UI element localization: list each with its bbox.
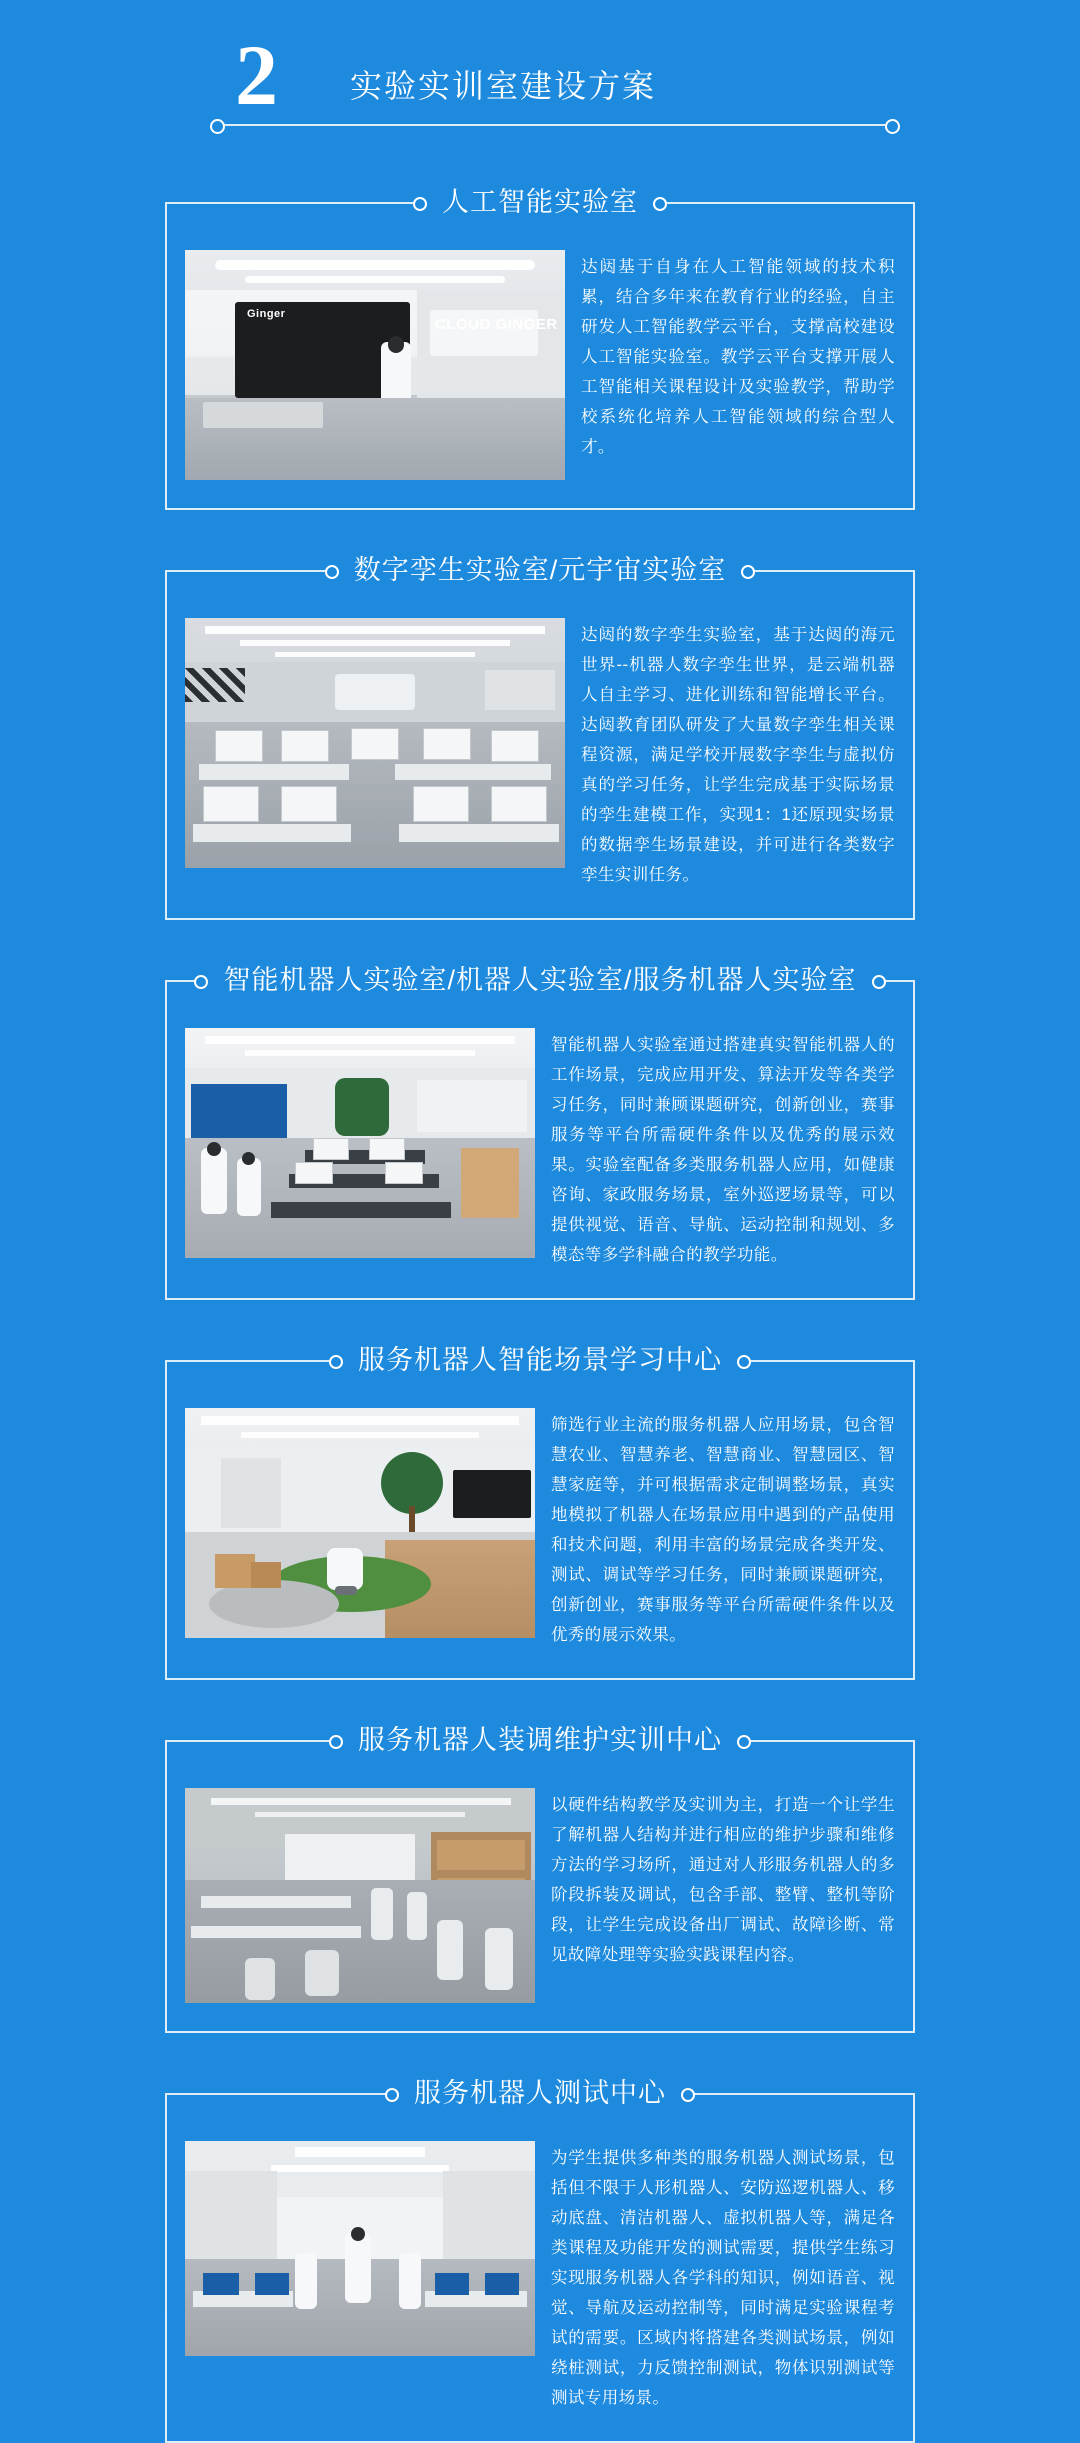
section-description: 为学生提供多种类的服务机器人测试场景，包括但不限于人形机器人、安防巡逻机器人、移动底盘、清洁机器人、虚拟机器人等，满足各类课程及功能开发的测试需要，提供学生练习实现服务机器人各学科的知识，例如语音、视觉、导航及运动控制等，同时满足实验课程考试的需要。区域内将搭建各类测试场景，例如绕桩测试，力反馈控制测试，物体识别测试等测试专用场景。 bbox=[551, 2149, 895, 2407]
section-description: 达闼基于自身在人工智能领域的技术积累，结合多年来在教育行业的经验，自主研发人工智能教学云平台，支撑高校建设人工智能实验室。教学云平台支撑开展人工智能相关课程设计及实验教学，帮助学校系统化培养人工智能领域的综合型人才。 bbox=[581, 258, 895, 456]
header-dot-right-icon bbox=[885, 119, 900, 134]
header-inner bbox=[215, 27, 895, 152]
section-description: 达闼的数字孪生实验室，基于达闼的海元世界--机器人数字孪生世界，是云端机器人自主学习、进化训练和智能增长平台。达闼教育团队研发了大量数字孪生相关课程资源，满足学校开展数字孪生与虚拟仿真的学习任务，让学生完成基于实际场景的孪生建模工作，实现1：1还原现实场景的数据孪生场景建设，并可进行各类数字孪生实训任务。 bbox=[581, 626, 895, 884]
scene bbox=[185, 2141, 535, 2356]
section-digital-twin-lab bbox=[165, 548, 915, 920]
section-box bbox=[165, 1740, 915, 2033]
section-title: 服务机器人测试中心 bbox=[390, 2071, 690, 2115]
section-image-scene-learning-center bbox=[185, 1408, 535, 1638]
scene bbox=[185, 1028, 535, 1258]
page-title: 实验实训室建设方案 bbox=[350, 68, 657, 104]
section-assembly-maintenance-center bbox=[165, 1718, 915, 2033]
scene bbox=[185, 250, 565, 480]
section-description: 以硬件结构教学及实训为主，打造一个让学生了解机器人结构并进行相应的维护步骤和维修方法的学习场所，通过对人形服务机器人的多阶段拆装及调试，包含手部、整臂、整机等阶段，让学生完成设备出厂调试、故障诊断、常见故障处理等实验实践课程内容。 bbox=[551, 1796, 895, 1964]
section-title: 数字孪生实验室/元宇宙实验室 bbox=[330, 548, 751, 592]
section-box bbox=[165, 980, 915, 1300]
section-title: 智能机器人实验室/机器人实验室/服务机器人实验室 bbox=[199, 958, 880, 1002]
header-divider-line bbox=[215, 124, 895, 126]
section-box bbox=[165, 2093, 915, 2443]
page-header bbox=[0, 0, 1080, 180]
section-box bbox=[165, 202, 915, 510]
section-image-ai-lab bbox=[185, 250, 565, 480]
section-body bbox=[167, 618, 913, 890]
section-description: 智能机器人实验室通过搭建真实智能机器人的工作场景，完成应用开发、算法开发等各类学习任务，同时兼顾课题研究，创新创业，赛事服务等平台所需硬件条件以及优秀的展示效果。实验室配备多类服务机器人应用，如健康咨询、家政服务场景，室外巡逻场景等，可以提供视觉、语音、导航、运动控制和规划、多模态等多学科融合的教学功能。 bbox=[551, 1036, 895, 1264]
section-test-center bbox=[165, 2071, 915, 2443]
section-image-intelligent-robot-lab bbox=[185, 1028, 535, 1258]
image-caption-main: CLOUD GINGER bbox=[435, 316, 558, 333]
section-body bbox=[167, 250, 913, 480]
section-title-wrap bbox=[165, 958, 915, 1002]
scene bbox=[185, 618, 565, 868]
image-caption-top: Ginger bbox=[247, 308, 286, 320]
section-image-assembly-maintenance-center bbox=[185, 1788, 535, 2003]
section-scene-learning-center bbox=[165, 1338, 915, 1680]
section-title: 服务机器人智能场景学习中心 bbox=[334, 1338, 746, 1382]
header-section-number: 2 bbox=[235, 27, 278, 123]
section-box bbox=[165, 570, 915, 920]
section-title: 人工智能实验室 bbox=[418, 180, 662, 224]
section-image-test-center bbox=[185, 2141, 535, 2356]
section-body bbox=[167, 2141, 913, 2413]
section-image-digital-twin-lab bbox=[185, 618, 565, 868]
section-ai-lab bbox=[165, 180, 915, 510]
section-title: 服务机器人装调维护实训中心 bbox=[334, 1718, 746, 1762]
section-body bbox=[167, 1028, 913, 1270]
section-intelligent-robot-lab bbox=[165, 958, 915, 1300]
scene bbox=[185, 1408, 535, 1638]
section-body bbox=[167, 1408, 913, 1650]
section-description: 筛选行业主流的服务机器人应用场景，包含智慧农业、智慧养老、智慧商业、智慧园区、智慧家庭等，并可根据需求定制调整场景，真实地模拟了机器人在场景应用中遇到的产品使用和技术问题，利用丰富的场景完成各类开发、测试、调试等学习任务，同时兼顾课题研究，创新创业，赛事服务等平台所需硬件条件以及优秀的展示效果。 bbox=[551, 1416, 895, 1644]
section-body bbox=[167, 1788, 913, 2003]
header-dot-left-icon bbox=[210, 119, 225, 134]
section-box bbox=[165, 1360, 915, 1680]
scene bbox=[185, 1788, 535, 2003]
